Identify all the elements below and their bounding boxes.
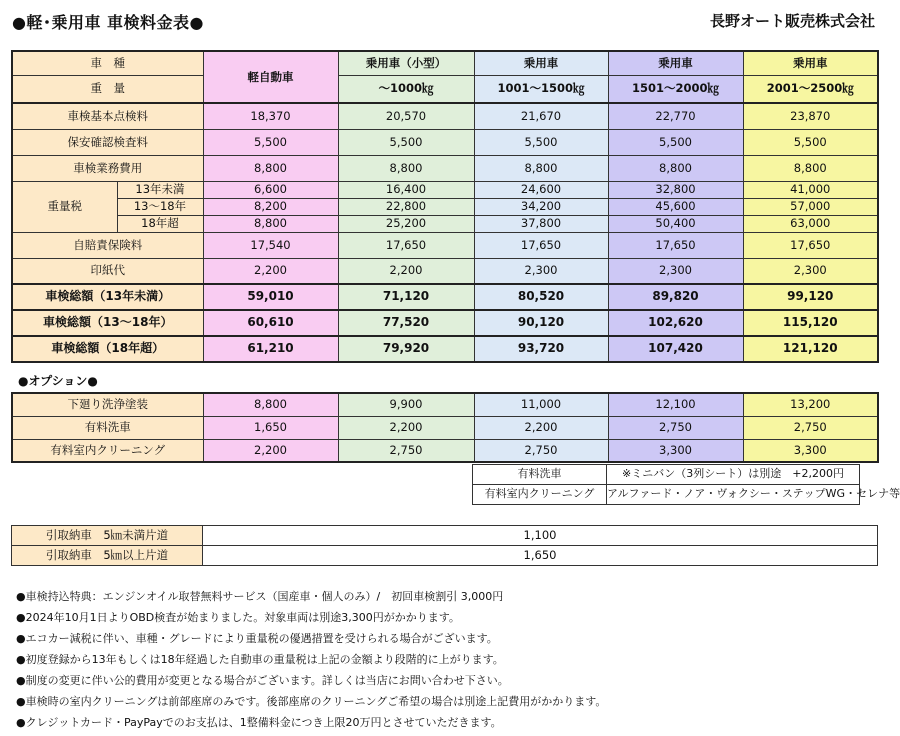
cell: 5,500 [743, 129, 878, 155]
table-row [12, 129, 878, 155]
cell: 8,800 [203, 393, 338, 416]
weight-tax-label: 重量税 [12, 181, 117, 232]
row-label: 車検業務費用 [12, 155, 203, 181]
footnote: ●車検持込特典：エンジンオイル取替無料サービス（国産車・個人のみ）/ 初回車検割引 3,000円 [16, 590, 504, 603]
header-small-top: 乗用車（小型） [338, 51, 474, 75]
cell: 115,120 [743, 310, 878, 336]
cell: 37,800 [474, 215, 608, 232]
inspection-price-table [11, 50, 879, 363]
note-left-1: 有料洗車 [473, 465, 607, 485]
footnote: ●クレジットカード・PayPayでのお支払は、1整備料金につき上限20万円とさせていただきます。 [16, 716, 502, 729]
cell: 2,300 [743, 258, 878, 284]
row-label: 保安確認検査料 [12, 129, 203, 155]
pickup-table [11, 525, 878, 566]
header-car-type: 車 種 [12, 51, 203, 75]
cell: 17,650 [743, 232, 878, 258]
cell: 6,600 [203, 181, 338, 198]
footnote: ●車検時の室内クリーニングは前部座席のみです。後部座席のクリーニングご希望の場合は別途上記費用がかかります。 [16, 695, 607, 708]
cell: 5,500 [338, 129, 474, 155]
cell: 2,200 [203, 439, 338, 462]
cell: 21,670 [474, 103, 608, 129]
cell: 99,120 [743, 284, 878, 310]
cell: 13,200 [743, 393, 878, 416]
cell: 23,870 [743, 103, 878, 129]
cell: 71,120 [338, 284, 474, 310]
cell: 1,100 [203, 526, 878, 546]
header-2500-top: 乗用車 [743, 51, 878, 75]
cell: 80,520 [474, 284, 608, 310]
row-label: 引取納車 5㎞以上片道 [12, 546, 203, 566]
cell: 8,200 [203, 198, 338, 215]
cell: 61,210 [203, 336, 338, 362]
cell: 2,750 [338, 439, 474, 462]
cell: 59,010 [203, 284, 338, 310]
sub-label: 13～18年 [117, 198, 203, 215]
option-note-box [472, 464, 900, 505]
cell: 45,600 [608, 198, 743, 215]
total-label: 車検総額（18年超） [12, 336, 203, 362]
row-label: 下廻り洗浄塗装 [12, 393, 203, 416]
sub-label: 18年超 [117, 215, 203, 232]
header-2000-top: 乗用車 [608, 51, 743, 75]
cell: 3,300 [608, 439, 743, 462]
total-label: 車検総額（13年未満） [12, 284, 203, 310]
total-row [12, 284, 878, 310]
cell: 22,800 [338, 198, 474, 215]
cell: 8,800 [608, 155, 743, 181]
cell: 57,000 [743, 198, 878, 215]
table-row [12, 181, 878, 198]
cell: 2,750 [474, 439, 608, 462]
cell: 8,800 [338, 155, 474, 181]
row-label: 車検基本点検料 [12, 103, 203, 129]
cell: 17,650 [338, 232, 474, 258]
header-2500-bottom: 2001～2500㎏ [743, 75, 878, 103]
cell: 12,100 [608, 393, 743, 416]
cell: 89,820 [608, 284, 743, 310]
table-row [12, 416, 878, 439]
table-row [12, 258, 878, 284]
table-row [12, 198, 878, 215]
cell: 77,520 [338, 310, 474, 336]
cell: 3,300 [743, 439, 878, 462]
cell: 2,300 [608, 258, 743, 284]
cell: 2,200 [338, 416, 474, 439]
footnote: ●エコカー減税に伴い、車種・グレードにより重量税の優遇措置を受けられる場合がございます。 [16, 632, 498, 645]
cell: 8,800 [743, 155, 878, 181]
cell: 102,620 [608, 310, 743, 336]
table-row [12, 215, 878, 232]
options-heading: ●オプション● [18, 374, 98, 388]
header-weight: 重 量 [12, 75, 203, 103]
cell: 1,650 [203, 416, 338, 439]
cell: 2,200 [203, 258, 338, 284]
cell: 2,200 [474, 416, 608, 439]
cell: 5,500 [203, 129, 338, 155]
cell: 18,370 [203, 103, 338, 129]
cell: 107,420 [608, 336, 743, 362]
page-title: ●軽･乗用車 車検料金表● [12, 13, 204, 32]
options-table [11, 392, 879, 463]
table-row [12, 439, 878, 462]
cell: 17,540 [203, 232, 338, 258]
cell: 8,800 [474, 155, 608, 181]
company-name: 長野オート販売株式会社 [709, 12, 875, 30]
row-label: 有料洗車 [12, 416, 203, 439]
cell: 2,200 [338, 258, 474, 284]
cell: 121,120 [743, 336, 878, 362]
cell: 2,300 [474, 258, 608, 284]
table-row [12, 393, 878, 416]
cell: 8,800 [203, 215, 338, 232]
cell: 90,120 [474, 310, 608, 336]
cell: 5,500 [608, 129, 743, 155]
cell: 93,720 [474, 336, 608, 362]
table-row [12, 546, 878, 566]
header-small-bottom: ～1000㎏ [338, 75, 474, 103]
cell: 41,000 [743, 181, 878, 198]
footnotes [16, 586, 606, 733]
cell: 63,000 [743, 215, 878, 232]
header-1500-bottom: 1001～1500㎏ [474, 75, 608, 103]
sub-label: 13年未満 [117, 181, 203, 198]
cell: 25,200 [338, 215, 474, 232]
cell: 17,650 [474, 232, 608, 258]
row-label: 有料室内クリーニング [12, 439, 203, 462]
header-2000-bottom: 1501～2000㎏ [608, 75, 743, 103]
cell: 16,400 [338, 181, 474, 198]
cell: 11,000 [474, 393, 608, 416]
cell: 22,770 [608, 103, 743, 129]
row-label: 引取納車 5㎞未満片道 [12, 526, 203, 546]
cell: 8,800 [203, 155, 338, 181]
table-row [12, 232, 878, 258]
cell: 32,800 [608, 181, 743, 198]
cell: 5,500 [474, 129, 608, 155]
cell: 20,570 [338, 103, 474, 129]
cell: 60,610 [203, 310, 338, 336]
cell: 34,200 [474, 198, 608, 215]
cell: 24,600 [474, 181, 608, 198]
table-row [12, 155, 878, 181]
header-kei: 軽自動車 [203, 51, 338, 103]
cell: 9,900 [338, 393, 474, 416]
table-row [12, 103, 878, 129]
total-row [12, 310, 878, 336]
cell: 79,920 [338, 336, 474, 362]
note-left-2: 有料室内クリーニング [473, 485, 607, 505]
cell: 1,650 [203, 546, 878, 566]
footnote: ●2024年10月1日よりOBD検査が始まりました。対象車両は別途3,300円がかかります。 [16, 611, 460, 624]
footnote: ●制度の変更に伴い公的費用が変更となる場合がございます。詳しくは当店にお問い合わせ下さい。 [16, 674, 509, 687]
table-row [12, 526, 878, 546]
footnote: ●初度登録から13年もしくは18年経過した自動車の重量税は上記の金額より段階的に上がります。 [16, 653, 504, 666]
note-right-1: ※ミニバン（3列シート）は別途 +2,200円 [607, 465, 860, 485]
header-1500-top: 乗用車 [474, 51, 608, 75]
cell: 2,750 [608, 416, 743, 439]
cell: 50,400 [608, 215, 743, 232]
cell: 17,650 [608, 232, 743, 258]
note-right-2: アルファード・ノア・ヴォクシー・ステップWG・セレナ等 [607, 485, 860, 505]
cell: 2,750 [743, 416, 878, 439]
row-label: 自賠責保険料 [12, 232, 203, 258]
row-label: 印紙代 [12, 258, 203, 284]
total-row [12, 336, 878, 362]
total-label: 車検総額（13～18年） [12, 310, 203, 336]
